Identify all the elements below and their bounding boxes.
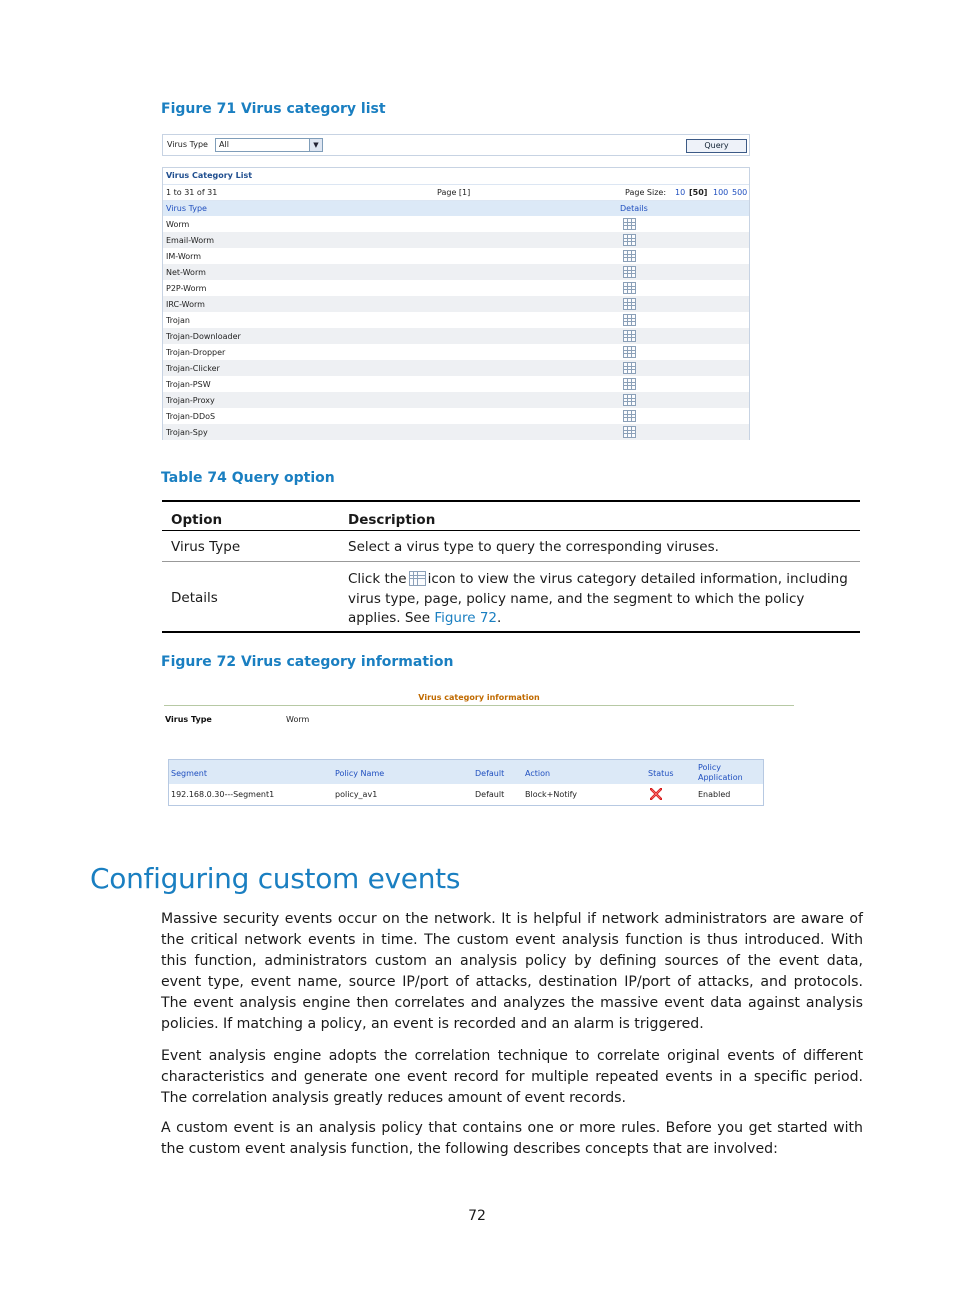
list-item [163, 328, 749, 344]
virus-type-cell: Net-Worm [166, 268, 206, 277]
page-size-50-current: [50] [689, 188, 708, 197]
virus-type-value: Worm [286, 715, 310, 724]
paragraph: Event analysis engine adopts the correlation technique to correlate original events of different characteristics and generate one event record for multiple repeated events in a specific period. The correlation analysis greatly reduces amount of event records. [161, 1048, 863, 1107]
policy-application-cell: Enabled [698, 790, 731, 799]
page-size-500-link[interactable]: 500 [732, 188, 748, 197]
page-size-10-link[interactable]: 10 [675, 188, 686, 197]
header-option: Option [171, 512, 223, 528]
virus-type-cell: Trojan-Clicker [166, 364, 220, 373]
query-option-table [162, 500, 860, 633]
column-action: Action [525, 769, 551, 778]
list-item [163, 232, 749, 248]
details-grid-icon[interactable] [623, 362, 636, 374]
list-item [163, 216, 749, 232]
list-item [163, 408, 749, 424]
virus-category-info-screenshot [164, 690, 796, 808]
pager [163, 185, 749, 201]
column-status: Status [648, 769, 674, 778]
details-grid-icon[interactable] [623, 378, 636, 390]
list-item [163, 248, 749, 264]
virus-type-cell: P2P-Worm [166, 284, 207, 293]
description-cell [348, 570, 856, 629]
virus-type-cell: Trojan-Dropper [166, 348, 226, 357]
list-item [163, 376, 749, 392]
list-item [163, 264, 749, 280]
list-item [163, 392, 749, 408]
details-grid-icon[interactable] [623, 266, 636, 278]
virus-category-list-screenshot [162, 134, 750, 441]
policy-table [168, 759, 764, 806]
default-cell: Default [475, 790, 505, 799]
list-title: Virus Category List [163, 167, 749, 185]
pager-range: 1 to 31 of 31 [166, 188, 218, 197]
list-item [163, 424, 749, 440]
details-grid-icon[interactable] [623, 298, 636, 310]
details-grid-icon[interactable] [623, 234, 636, 246]
virus-type-cell: Trojan-DDoS [166, 412, 216, 421]
column-details: Details [620, 204, 648, 213]
list-item [163, 280, 749, 296]
figure-71-caption: Figure 71 Virus category list [161, 101, 386, 117]
desc-text: icon to view the virus category detailed information, including virus type, page, policy name, and the segment to which the policy applies. See [348, 571, 848, 626]
virus-type-cell: Worm [166, 220, 190, 229]
virus-type-cell: Trojan-Downloader [166, 332, 241, 341]
virus-type-cell: Trojan-Spy [166, 428, 208, 437]
action-cell: Block+Notify [525, 790, 577, 799]
column-virus-type[interactable]: Virus Type [166, 204, 207, 213]
virus-type-cell: Trojan-PSW [166, 380, 211, 389]
virus-type-cell: Email-Worm [166, 236, 215, 245]
details-grid-icon[interactable] [623, 250, 636, 262]
page-size-100-link[interactable]: 100 [713, 188, 729, 197]
header-description: Description [348, 512, 436, 528]
section-heading: Configuring custom events [90, 862, 461, 895]
pager-page: Page [1] [437, 188, 471, 197]
details-grid-icon[interactable] [623, 330, 636, 342]
list-item [163, 296, 749, 312]
details-grid-icon[interactable] [623, 314, 636, 326]
list-item [163, 344, 749, 360]
column-policy-application-line2: Application [698, 773, 743, 782]
column-segment: Segment [171, 769, 207, 778]
virus-type-select[interactable] [215, 138, 323, 152]
info-title: Virus category information [418, 693, 540, 702]
policy-name-cell: policy_av1 [335, 790, 378, 799]
chevron-down-icon[interactable]: ▼ [309, 139, 322, 151]
segment-cell: 192.168.0.30---Segment1 [171, 790, 275, 799]
desc-text: . [497, 610, 502, 626]
policy-table-header [169, 760, 763, 784]
list-item [163, 360, 749, 376]
table-row [162, 562, 860, 631]
table-74-caption: Table 74 Query option [161, 470, 335, 486]
option-cell: Virus Type [171, 539, 241, 555]
table-header [162, 502, 860, 531]
page-number: 72 [468, 1208, 486, 1224]
query-button[interactable]: Query [686, 139, 747, 153]
paragraph: A custom event is an analysis policy that contains one or more rules. Before you get started with the custom event analysis function, the following describes concepts that are involved: [161, 1120, 863, 1158]
virus-type-cell: Trojan [166, 316, 190, 325]
virus-category-list [162, 167, 750, 440]
paragraph: Massive security events occur on the network. It is helpful if network administrators are aware of the critical network events in time. The custom event analysis function is thus introduced. With this function, administrators custom an analysis policy by defining sources of the event data, event type, event name, source IP/port of attacks, destination IP/port of attacks, and protocols. The event analysis engine then correlates and analyzes the massive event data against analysis policies. If matching a policy, an event is recorded and an alarm is triggered. [161, 911, 863, 1033]
query-bar [162, 134, 750, 156]
list-item [163, 312, 749, 328]
list-rows [163, 216, 749, 440]
details-grid-icon[interactable] [623, 218, 636, 230]
virus-type-select-value: All [219, 140, 229, 149]
details-grid-icon[interactable] [623, 426, 636, 438]
column-policy-application-line1: Policy [698, 763, 722, 772]
page-size-label: Page Size: [625, 188, 667, 197]
virus-type-label: Virus Type [165, 715, 212, 724]
virus-type-label: Virus Type [167, 140, 208, 149]
column-default: Default [475, 769, 505, 778]
figure-72-link[interactable]: Figure 72 [434, 610, 498, 626]
table-row [162, 531, 860, 562]
table-row [169, 784, 763, 804]
details-grid-icon[interactable] [623, 394, 636, 406]
details-grid-icon[interactable] [623, 346, 636, 358]
details-grid-icon [409, 571, 426, 586]
details-grid-icon[interactable] [623, 410, 636, 422]
column-policy-name: Policy Name [335, 769, 385, 778]
disabled-x-icon[interactable] [650, 788, 662, 800]
description-cell: Select a virus type to query the corresponding viruses. [348, 539, 719, 555]
list-header [163, 201, 749, 216]
virus-type-cell: IRC-Worm [166, 300, 205, 309]
details-grid-icon[interactable] [623, 282, 636, 294]
desc-text: Click the [348, 571, 407, 587]
figure-72-caption: Figure 72 Virus category information [161, 654, 454, 670]
option-cell: Details [171, 590, 218, 606]
virus-type-cell: IM-Worm [166, 252, 202, 261]
virus-type-cell: Trojan-Proxy [166, 396, 215, 405]
